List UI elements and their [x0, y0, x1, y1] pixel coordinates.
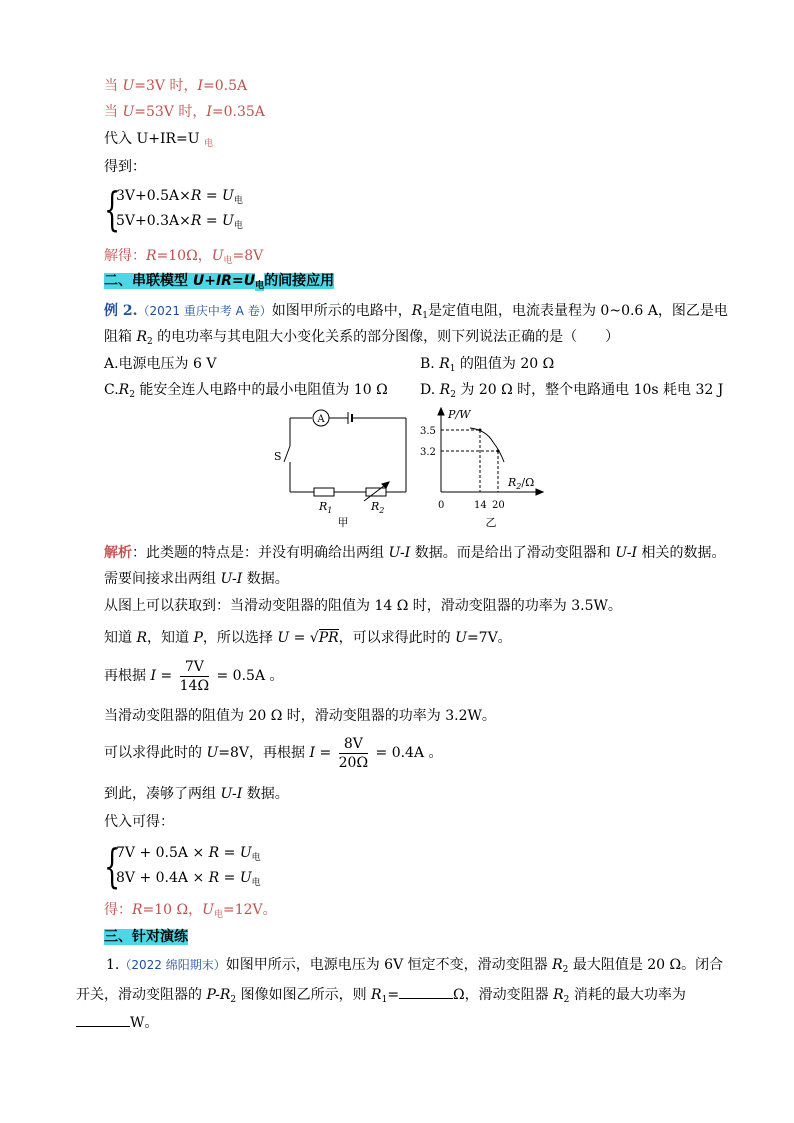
option-a: A.电源电压为 6 V	[104, 356, 217, 372]
y-tick-3.2: 3.2	[420, 447, 436, 458]
equation-1b: $5V+0.3A\times R = U_电$	[116, 213, 243, 231]
x-axis-label: $R_2/\Omega$	[508, 476, 535, 491]
analysis-line2: 需要间接求出两组 U-I 数据。	[104, 571, 289, 587]
x-tick-20: 20	[492, 500, 505, 511]
option-c: $C.R_2$ 能安全连人电路中的最小电阻值为 10 Ω	[104, 382, 388, 400]
figure-circuit-and-graph	[260, 404, 550, 536]
section-2-heading: 二、串联模型 $U+IR=U_电$的间接应用	[104, 273, 335, 291]
r2-label: $R_2$	[371, 500, 385, 515]
line-obtain: 得到：	[104, 159, 146, 175]
y-axis-label: P/W	[448, 408, 471, 421]
example-2-line1: 例 2.（2021 重庆中考 A 卷）如图甲所示的电路中，$R_1$是定值电阻，电流表量程为 0~0.6 A，图乙是电	[104, 303, 728, 321]
analysis-line5: 再根据 I = $\frac{7V}{14\Omega}$ = 0.5A 。	[104, 658, 284, 694]
point-20-3.2	[497, 450, 500, 453]
analysis-line8: 到此，凑够了两组 U-I 数据。	[104, 786, 289, 802]
line-u53v: 当 U=53V 时，I=0.35A	[104, 104, 265, 120]
example-2-line2: 阻箱 $R_2$ 的电功率与其电阻大小变化关系的部分图像，则下列说法正确的是（ ）	[104, 329, 620, 347]
caption-yi: 乙	[485, 516, 497, 529]
ammeter-label: A	[317, 414, 325, 425]
switch-label: S	[274, 450, 282, 463]
circuit-diagram	[284, 410, 406, 501]
r1-label: $R_1$	[319, 500, 333, 515]
result-2: 得：R=10 Ω，$U_电=12V$。	[104, 902, 277, 920]
analysis-line4: 知道 R，知道 P，所以选择 U = √PR，可以求得此时的 U=7V。	[104, 630, 512, 646]
brace-2: {	[104, 839, 121, 893]
x-tick-14: 14	[474, 500, 487, 511]
x-tick-0: 0	[438, 500, 445, 511]
section-3-heading: 三、针对演练	[104, 929, 188, 945]
caption-jia: 甲	[337, 516, 349, 529]
option-b: B. $R_1$ 的阻值为 20 Ω	[420, 356, 555, 374]
equation-1a: $3V+0.5A\times R = U_电$	[116, 188, 243, 206]
analysis-line9: 代入可得：	[104, 814, 174, 830]
equation-2a: $7V + 0.5A \times R = U_电$	[116, 845, 261, 863]
point-14-3.5	[479, 429, 482, 432]
fraction-7v-14ohm: $\frac{7V}{14\Omega}$	[179, 658, 210, 694]
answer-blank-power[interactable]	[76, 1012, 130, 1027]
analysis-line3: 从图上可以获取到：当滑动变阻器的阻值为 14 Ω 时，滑动变阻器的功率为 3.5W。	[104, 598, 622, 614]
analysis-line7: 可以求得此时的 U=8V，再根据 I = $\frac{8V}{20\Omega}$ = 0.4A 。	[104, 735, 443, 771]
analysis-line6: 当滑动变阻器的阻值为 20 Ω 时，滑动变阻器的功率为 3.2W。	[104, 708, 496, 724]
switch-icon	[284, 446, 290, 462]
option-d: D. $R_2$ 为 20 Ω 时，整个电路通电 10s 耗电 32 J	[420, 382, 724, 400]
equation-2b: $8V + 0.4A \times R = U_电$	[116, 870, 261, 888]
answer-blank-r1[interactable]	[399, 984, 453, 999]
analysis-line1: 解析：此类题的特点是：并没有明确给出两组 U-I 数据。而是给出了滑动变阻器和 U-I 相关的数据。	[104, 545, 726, 561]
y-tick-3.5: 3.5	[420, 426, 436, 437]
line-u3v: 当 U=3V 时，I=0.5A	[104, 78, 248, 94]
line-substitute: 代入 U+IR=U $_电$	[104, 131, 214, 149]
solution-1: 解得：R=10Ω，$U_电=8V$	[104, 248, 264, 266]
fraction-8v-20ohm: $\frac{8V}{20\Omega}$	[338, 735, 369, 771]
exercise-1-line1: 1.（2022 绵阳期末）如图甲所示，电源电压为 6V 恒定不变，滑动变阻器 $R_2$ 最大阻值是 20 Ω。闭合	[106, 957, 724, 975]
exercise-1-line3: W。	[76, 1012, 158, 1033]
resistor-r1-icon	[314, 488, 334, 496]
exercise-1-line2: 开关，滑动变阻器的 $P-R_2$ 图像如图乙所示，则 $R_1= \Omega$，滑动变阻器 $R_2$ 消耗的最大功率为	[76, 984, 686, 1010]
brace-1: {	[104, 182, 121, 236]
